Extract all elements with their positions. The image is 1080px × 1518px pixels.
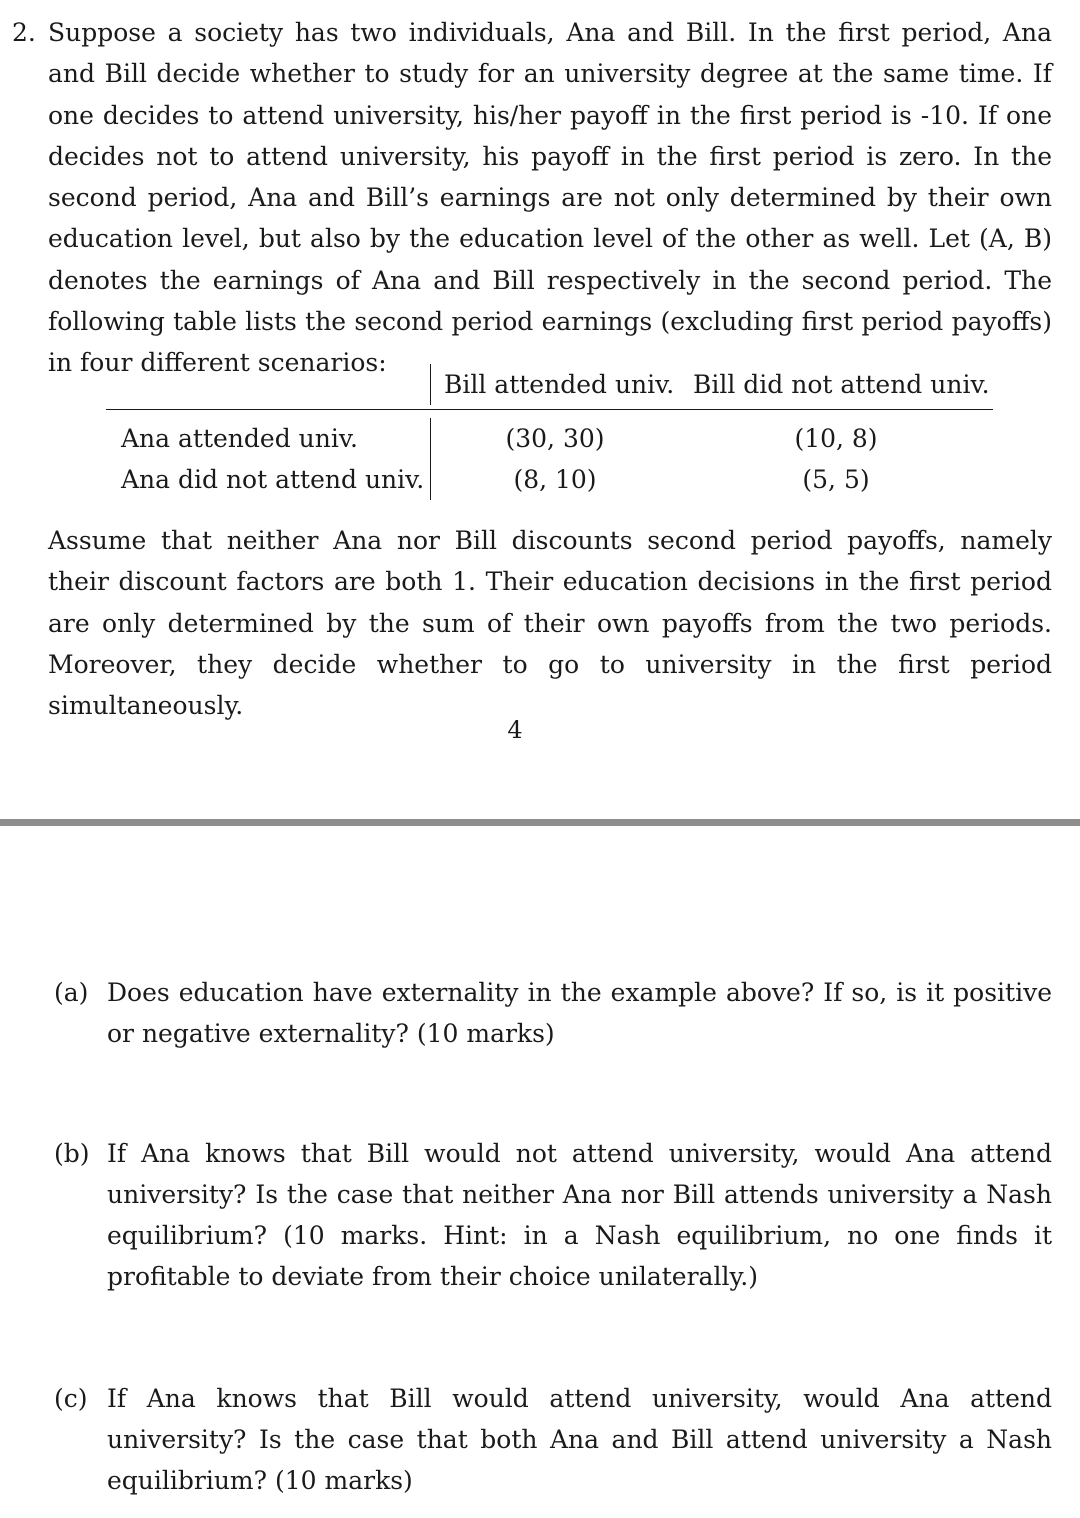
table-cell-attend-attend: (30, 30) [505, 424, 605, 453]
question-assumption-paragraph: Assume that neither Ana nor Bill discounts second period payoffs, namely their discount factors are both 1. Their education decisions in the first period are only determined by the sum of their own payoffs from the two periods. Moreover, they decide whether to go to university in the first period simultaneously. [48, 526, 1052, 721]
table-cell-notattend-notattend: (5, 5) [802, 465, 870, 494]
table-row-label-ana-attended: Ana attended univ. [121, 424, 358, 453]
part-a [54, 972, 1052, 1054]
part-b-text: If Ana knows that Bill would not attend university, would Ana attend university? Is the case that neither Ana nor Bill attends university a Nash equilibrium? (10 marks. Hint: in a Nash equilibrium, no one finds it profitable to deviate from their choice unilaterally.) [107, 1139, 1052, 1291]
table-col-header-bill-not-attended: Bill did not attend univ. [693, 370, 990, 399]
part-b [54, 1133, 1052, 1297]
part-c-label: (c) [54, 1384, 88, 1413]
table-vertical-rule-body [430, 418, 431, 500]
part-c-text: If Ana knows that Bill would attend university, would Ana attend university? Is the case that both Ana and Bill attend university a Nash equilibrium? (10 marks) [107, 1384, 1052, 1495]
page-number: 4 [507, 716, 523, 744]
part-a-label: (a) [54, 978, 89, 1007]
part-a-text: Does education have externality in the example above? If so, is it positive or negative externality? (10 marks) [107, 978, 1052, 1048]
question-intro-text: Suppose a society has two individuals, Ana and Bill. In the first period, Ana and Bill decide whether to study for an university degree at the same time. If one decides to attend university, his/her payoff in the first period is -10. If one decides not to attend university, his payoff in the first period is zero. In the second period, Ana and Bill’s earnings are not only determined by their own education level, but also by the education level of the other as well. Let (A, B) denotes the earnings of Ana and Bill respectively in the second period. The following table lists the second period earnings (excluding first period payoffs) in four different scenarios: [48, 18, 1052, 378]
question-intro-paragraph [12, 12, 1052, 384]
table-cell-notattend-attend: (8, 10) [513, 465, 597, 494]
page-divider [0, 819, 1080, 826]
table-horizontal-rule [106, 409, 993, 410]
part-c [54, 1378, 1052, 1501]
table-vertical-rule-header [430, 364, 431, 405]
table-row-label-ana-not-attended: Ana did not attend univ. [121, 465, 425, 494]
part-b-label: (b) [54, 1139, 90, 1168]
table-cell-attend-notattend: (10, 8) [794, 424, 878, 453]
question-number: 2. [12, 18, 36, 47]
table-col-header-bill-attended: Bill attended univ. [444, 370, 675, 399]
